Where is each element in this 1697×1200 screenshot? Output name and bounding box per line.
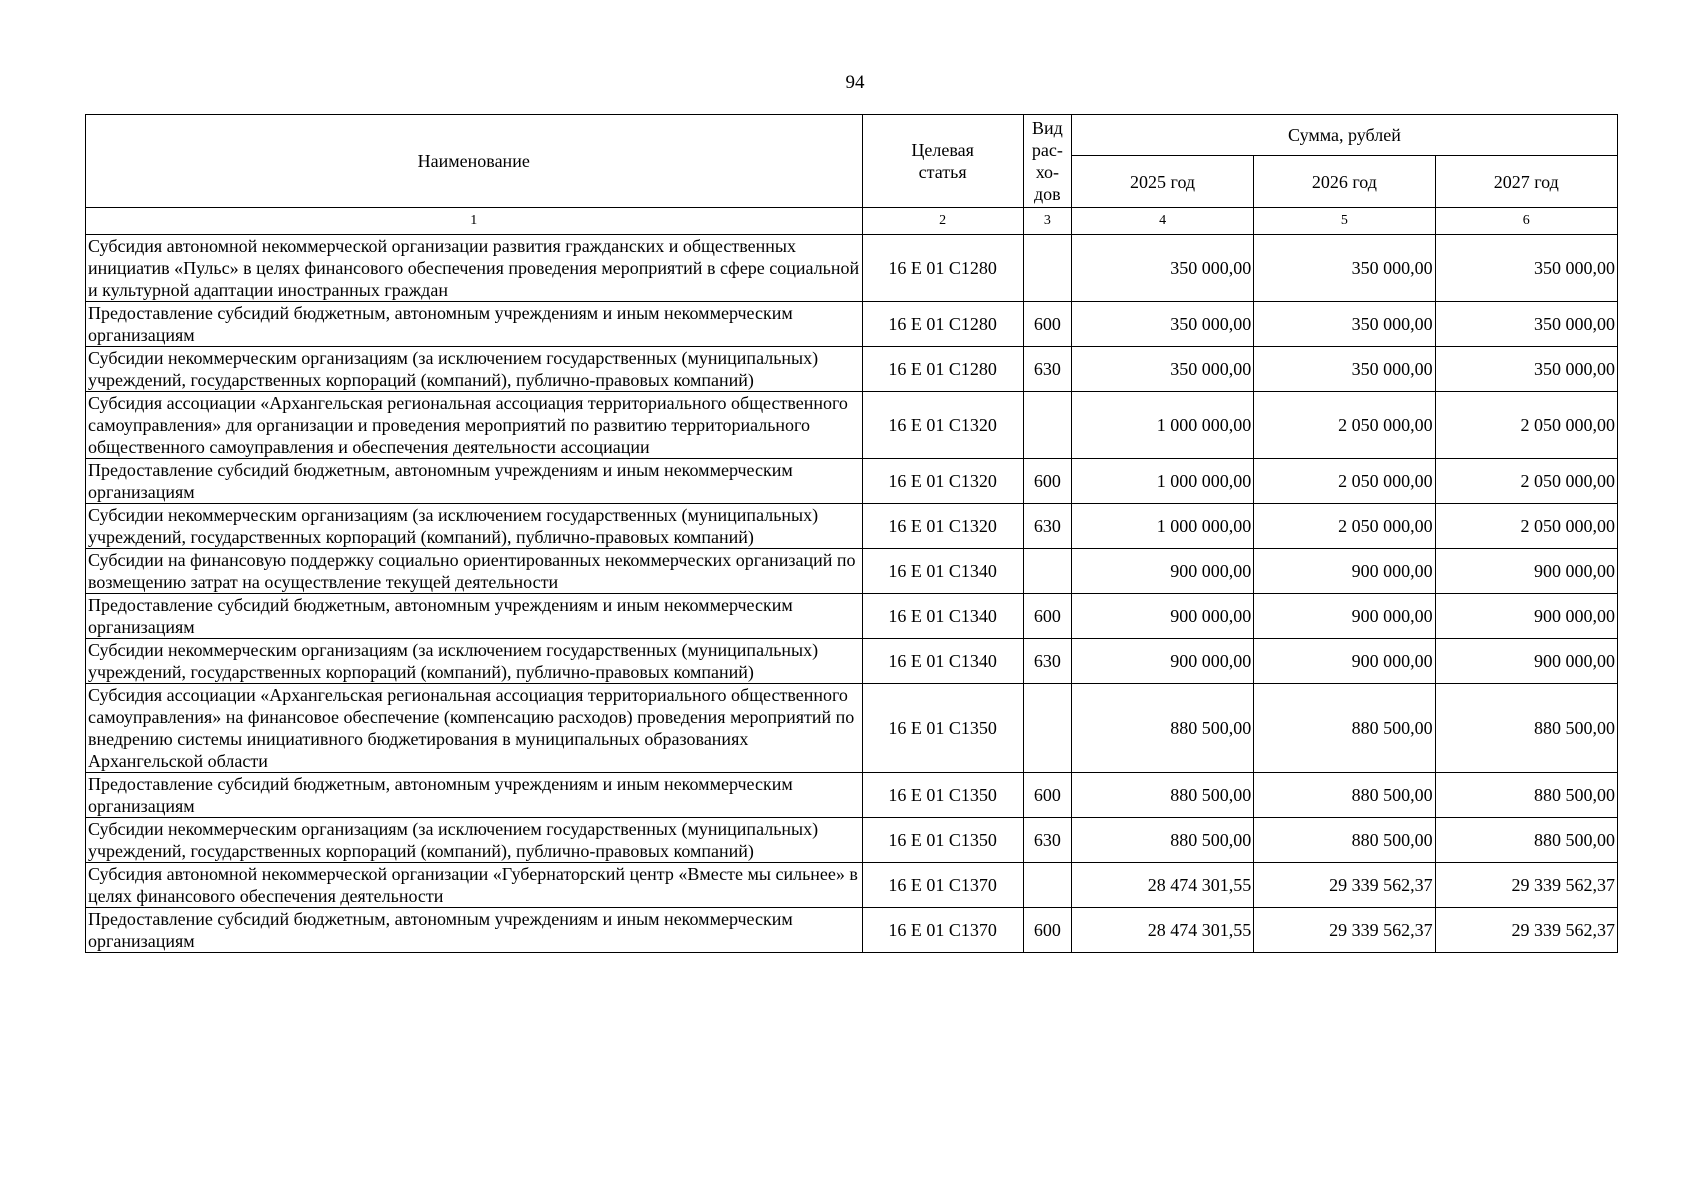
row-name: Субсидии некоммерческим организациям (за исключением государственных (муниципальных) учреждений, государственных корпораций (компаний), публично-правовых компаний): [86, 347, 863, 392]
row-sum-2027: 2 050 000,00: [1435, 459, 1617, 504]
row-sum-2027: 880 500,00: [1435, 818, 1617, 863]
column-number: 3: [1023, 208, 1071, 235]
row-target-article: 16 Е 01 С1340: [862, 594, 1023, 639]
header-code-line2: статья: [918, 162, 967, 182]
row-target-article: 16 Е 01 С1340: [862, 639, 1023, 684]
row-sum-2025: 880 500,00: [1071, 818, 1253, 863]
row-sum-2025: 880 500,00: [1071, 773, 1253, 818]
row-target-article: 16 Е 01 С1280: [862, 347, 1023, 392]
table-row: [86, 818, 1618, 863]
row-sum-2025: 1 000 000,00: [1071, 392, 1253, 459]
row-name: Субсидия автономной некоммерческой организации «Губернаторский центр «Вместе мы сильнее» в целях финансового обеспечения деятельности: [86, 863, 863, 908]
row-expense-kind: 630: [1023, 347, 1071, 392]
row-sum-2026: 900 000,00: [1254, 639, 1435, 684]
row-sum-2027: 2 050 000,00: [1435, 392, 1617, 459]
row-sum-2026: 350 000,00: [1254, 302, 1435, 347]
row-sum-2027: 350 000,00: [1435, 347, 1617, 392]
row-target-article: 16 Е 01 С1370: [862, 908, 1023, 953]
row-sum-2025: 900 000,00: [1071, 639, 1253, 684]
row-sum-2027: 350 000,00: [1435, 302, 1617, 347]
row-expense-kind: [1023, 392, 1071, 459]
row-name: Субсидии некоммерческим организациям (за исключением государственных (муниципальных) учреждений, государственных корпораций (компаний), публично-правовых компаний): [86, 504, 863, 549]
column-number-row: [86, 208, 1618, 235]
header-expense-kind: [1023, 115, 1071, 208]
header-kind-line: хо-: [1035, 162, 1059, 182]
table-row: [86, 302, 1618, 347]
row-name: Субсидии некоммерческим организациям (за исключением государственных (муниципальных) учреждений, государственных корпораций (компаний), публично-правовых компаний): [86, 639, 863, 684]
table-row: [86, 549, 1618, 594]
row-expense-kind: [1023, 863, 1071, 908]
row-expense-kind: 600: [1023, 459, 1071, 504]
table-row: [86, 459, 1618, 504]
row-sum-2026: 2 050 000,00: [1254, 459, 1435, 504]
row-sum-2027: 900 000,00: [1435, 594, 1617, 639]
table-row: [86, 863, 1618, 908]
table-row: [86, 908, 1618, 953]
row-expense-kind: [1023, 235, 1071, 302]
row-sum-2026: 2 050 000,00: [1254, 504, 1435, 549]
row-name: Предоставление субсидий бюджетным, автономным учреждениям и иным некоммерческим организациям: [86, 302, 863, 347]
table-row: [86, 392, 1618, 459]
row-name: Предоставление субсидий бюджетным, автономным учреждениям и иным некоммерческим организациям: [86, 594, 863, 639]
row-target-article: 16 Е 01 С1280: [862, 302, 1023, 347]
row-sum-2027: 880 500,00: [1435, 773, 1617, 818]
header-kind-line: рас-: [1031, 140, 1063, 160]
row-name: Субсидии некоммерческим организациям (за исключением государственных (муниципальных) учреждений, государственных корпораций (компаний), публично-правовых компаний): [86, 818, 863, 863]
row-expense-kind: 600: [1023, 773, 1071, 818]
row-target-article: 16 Е 01 С1350: [862, 818, 1023, 863]
row-name: Предоставление субсидий бюджетным, автономным учреждениям и иным некоммерческим организациям: [86, 773, 863, 818]
row-expense-kind: 630: [1023, 504, 1071, 549]
table-body: [86, 235, 1618, 953]
header-sum: Сумма, рублей: [1071, 115, 1617, 156]
row-sum-2025: 1 000 000,00: [1071, 459, 1253, 504]
row-name: Субсидии на финансовую поддержку социально ориентированных некоммерческих организаций по возмещению затрат на осуществление текущей деятельности: [86, 549, 863, 594]
row-sum-2027: 2 050 000,00: [1435, 504, 1617, 549]
table-row: [86, 684, 1618, 773]
row-target-article: 16 Е 01 С1280: [862, 235, 1023, 302]
row-name: Субсидия автономной некоммерческой организации развития гражданских и общественных инициатив «Пульс» в целях финансового обеспечения проведения мероприятий в сфере социальной и культурной адаптации иностранных граждан: [86, 235, 863, 302]
row-sum-2025: 1 000 000,00: [1071, 504, 1253, 549]
row-name: Предоставление субсидий бюджетным, автономным учреждениям и иным некоммерческим организациям: [86, 459, 863, 504]
table-row: [86, 773, 1618, 818]
row-sum-2026: 900 000,00: [1254, 594, 1435, 639]
row-target-article: 16 Е 01 С1350: [862, 773, 1023, 818]
row-target-article: 16 Е 01 С1340: [862, 549, 1023, 594]
row-sum-2027: 900 000,00: [1435, 639, 1617, 684]
row-expense-kind: [1023, 684, 1071, 773]
row-sum-2026: 900 000,00: [1254, 549, 1435, 594]
row-sum-2026: 880 500,00: [1254, 818, 1435, 863]
row-sum-2026: 880 500,00: [1254, 773, 1435, 818]
row-sum-2027: 29 339 562,37: [1435, 863, 1617, 908]
row-expense-kind: 630: [1023, 639, 1071, 684]
row-sum-2026: 29 339 562,37: [1254, 908, 1435, 953]
row-expense-kind: 630: [1023, 818, 1071, 863]
column-number: 1: [86, 208, 863, 235]
row-sum-2026: 29 339 562,37: [1254, 863, 1435, 908]
header-kind-line: дов: [1034, 184, 1061, 204]
row-target-article: 16 Е 01 С1320: [862, 392, 1023, 459]
row-target-article: 16 Е 01 С1370: [862, 863, 1023, 908]
row-sum-2027: 880 500,00: [1435, 684, 1617, 773]
row-sum-2026: 350 000,00: [1254, 235, 1435, 302]
header-target-article: [862, 115, 1023, 208]
table-row: [86, 639, 1618, 684]
row-sum-2025: 900 000,00: [1071, 549, 1253, 594]
column-number: 2: [862, 208, 1023, 235]
budget-table: [85, 114, 1618, 953]
header-kind-line: Вид: [1031, 118, 1063, 138]
row-sum-2025: 28 474 301,55: [1071, 908, 1253, 953]
header-name: Наименование: [86, 115, 863, 208]
table-row: [86, 235, 1618, 302]
row-name: Предоставление субсидий бюджетным, автономным учреждениям и иным некоммерческим организациям: [86, 908, 863, 953]
row-expense-kind: 600: [1023, 594, 1071, 639]
row-sum-2026: 350 000,00: [1254, 347, 1435, 392]
row-sum-2025: 28 474 301,55: [1071, 863, 1253, 908]
row-expense-kind: 600: [1023, 908, 1071, 953]
page-number: 94: [845, 72, 865, 93]
header-year-2026: 2026 год: [1254, 156, 1435, 208]
row-sum-2027: 350 000,00: [1435, 235, 1617, 302]
header-year-2027: 2027 год: [1435, 156, 1617, 208]
column-number: 5: [1254, 208, 1435, 235]
row-sum-2025: 350 000,00: [1071, 235, 1253, 302]
column-number: 4: [1071, 208, 1253, 235]
row-target-article: 16 Е 01 С1320: [862, 504, 1023, 549]
table-row: [86, 504, 1618, 549]
header-code-line1: Целевая: [911, 140, 974, 160]
row-expense-kind: [1023, 549, 1071, 594]
row-sum-2026: 2 050 000,00: [1254, 392, 1435, 459]
row-sum-2025: 900 000,00: [1071, 594, 1253, 639]
row-target-article: 16 Е 01 С1320: [862, 459, 1023, 504]
row-sum-2025: 350 000,00: [1071, 347, 1253, 392]
row-name: Субсидия ассоциации «Архангельская региональная ассоциация территориального общественного самоуправления» на финансовое обеспечение (компенсацию расходов) проведения мероприятий по внедрению системы инициативного бюджетирования в муниципальных образованиях Архангельской области: [86, 684, 863, 773]
row-sum-2025: 880 500,00: [1071, 684, 1253, 773]
table-row: [86, 594, 1618, 639]
row-sum-2025: 350 000,00: [1071, 302, 1253, 347]
table-row: [86, 347, 1618, 392]
row-target-article: 16 Е 01 С1350: [862, 684, 1023, 773]
header-year-2025: 2025 год: [1071, 156, 1253, 208]
column-number: 6: [1435, 208, 1617, 235]
row-expense-kind: 600: [1023, 302, 1071, 347]
row-sum-2027: 900 000,00: [1435, 549, 1617, 594]
row-sum-2027: 29 339 562,37: [1435, 908, 1617, 953]
row-name: Субсидия ассоциации «Архангельская региональная ассоциация территориального общественного самоуправления» для организации и проведения мероприятий по развитию территориального общественного самоуправления и обеспечения деятельности ассоциации: [86, 392, 863, 459]
row-sum-2026: 880 500,00: [1254, 684, 1435, 773]
